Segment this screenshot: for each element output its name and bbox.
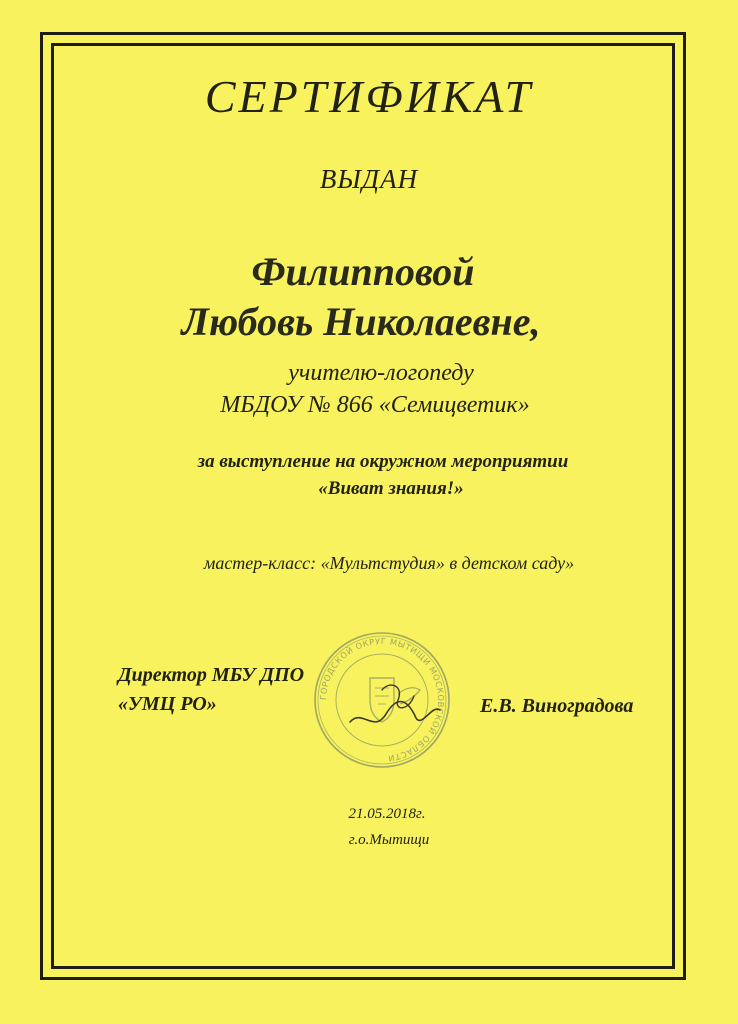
- recipient-organization: МБДОУ № 866 «Семицветик»: [220, 392, 530, 418]
- svg-text:ГОРОДСКОЙ ОКРУГ МЫТИЩИ МОСКОВС: [318, 636, 446, 764]
- handwritten-signature: [350, 685, 440, 722]
- certificate-title: СЕРТИФИКАТ: [204, 71, 534, 122]
- official-seal-stamp: [312, 630, 452, 770]
- recipient-given-name: Любовь Николаевне,: [181, 299, 541, 344]
- master-class-title: мастер-класс: «Мультстудия» в детском саду»: [203, 553, 575, 573]
- issued-label: ВЫДАН: [319, 164, 419, 194]
- award-reason: за выступление на окружном мероприятии: [197, 451, 569, 472]
- signatory-name: Е.В. Виноградова: [480, 695, 634, 717]
- recipient-surname: Филипповой: [251, 249, 475, 294]
- issue-date: 21.05.2018г.: [348, 806, 426, 822]
- signatory-title: Директор МБУ ДПО: [118, 664, 305, 686]
- recipient-position: учителю-логопеду: [288, 360, 474, 386]
- seal-ring-text: ГОРОДСКОЙ ОКРУГ МЫТИЩИ МОСКОВСКОЙ ОБЛАСТИ: [317, 635, 447, 764]
- issue-city: г.о.Мытищи: [348, 832, 430, 848]
- event-name: «Виват знания!»: [318, 478, 464, 499]
- signatory-organization: «УМЦ РО»: [118, 693, 217, 715]
